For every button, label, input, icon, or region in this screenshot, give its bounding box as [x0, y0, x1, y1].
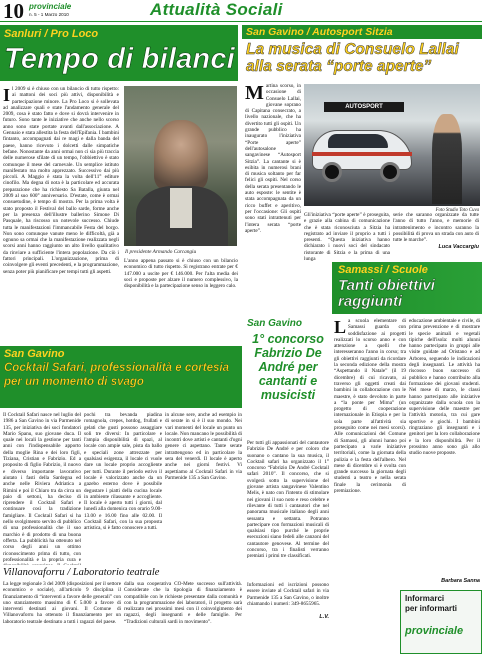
article5-dropcap: L: [334, 318, 347, 337]
article1-dropcap: I: [3, 86, 11, 105]
article2-kicker-band: [242, 25, 482, 39]
masthead-logo: provinciale: [29, 2, 72, 11]
promo-ad-line1: Informarci: [405, 594, 445, 603]
article4-kicker: San Gavino: [247, 318, 303, 329]
showroom-sign: AUTOSPORT: [324, 102, 404, 112]
article2-kicker: San Gavino / Autosport Sitzia: [246, 26, 393, 38]
article2-body-col3: serie che saranno organizzate da tutte l'anno di tutto l'anno, e memorie di intrattenimento e incontro saranno la possibilità di prova un strada con auto di tutte le marche”.: [393, 212, 479, 242]
page-number: 10: [3, 0, 24, 23]
promo-ad[interactable]: [400, 590, 482, 654]
article4-title: 1° concorso Fabrizio De André per cantanti e musicisti: [252, 332, 324, 402]
article1-photo-caption: Il presidente Armando Carcangiu: [125, 249, 197, 255]
promo-ad-brand: provinciale: [405, 625, 464, 637]
article6-body-col2: dalla sua cooperativa CO-Mete successo sull'attività. Considerate che la tipologia di finanziamento è compatibile con le richieste presentate dalla comunità e con la programmazione dei laboratori, il progetto sarà realizzato nei prossimi mesi con il coinvolgimento dei ragazzi, degli insegnanti e delle famiglie. Per “Tradizioni culturali sardi in movimento”.: [124, 581, 242, 625]
portrait-figure: [154, 120, 208, 190]
article2-signature: Luca Vaccargiu: [438, 244, 479, 250]
article1-body-col2: L'anno appena passato si è chiuso con un bilancio economico di tutto rispetto. Si registrano entrate per € 147.000 a uscite per € 146.000. Per l'alta media dei soci e proposte per alzare il numero complessivo, la disponibilità e la partecipazione senso in leggero calo.: [124, 258, 238, 290]
article5-title: Tanti obiettivi raggiunti: [338, 277, 435, 310]
article5-body-col2: educazione ambientale e civile, di prima prevenzione e di mostrare le specie animali e vegetali tipiche dell'isola: molti alunni hanno partecipato in gruppi alle visite guidate ad Oristano e ad Arborea, seguendo le indicazioni degli insegnanti. Le attività ha riscosso buon successo di pubblico e hanno contribuito alla formazione dei giovani studenti. Nel mese di marzo, le classi hanno partecipato alle iniziative organizzate dalla scuola con la supervisione delle maestre per l'attività motoria, tra cui gare sportive e giochi. I bambini ringraziano gli insegnanti e i genitori per la loro collaborazione e la loro disponibilità. Per il prossimo anno sono già allo studio nuove proposte.: [409, 318, 480, 457]
page-header: [0, 0, 482, 22]
article1-kicker: Sanluri / Pro Loco: [4, 28, 99, 40]
portrait-shirt: [170, 188, 192, 228]
article2-body-col2: Gli'iniziativa “porte aperte” è proseguita, e grazie alla cabina di comunicazione che è stata riconosciuta a Sitzia ha registrato ad inviare il proprio a tutti i presenti. “Questa iniziativa hanno dichiarato i nuovi soci del sindacato ristorante di Sitzia e la prima di una lunga: [304, 212, 390, 263]
section-title: Attualità Sociali: [150, 0, 283, 19]
person-in-photo: [432, 114, 462, 204]
issue-line: n. 5 - 1 Marzo 2010: [29, 12, 69, 17]
car-window: [328, 134, 388, 148]
article3-title: Cocktail Safari, professionalità e cortesia per un momento di svago: [4, 362, 229, 388]
article3-kicker: San Gavino: [4, 348, 65, 360]
article6-title: Villanovaforru / Laboratorio teatrale: [3, 567, 160, 578]
article2-body-col1: Martina scorso, in occasione di Consuelo Lallai, giovane soprano di Capitana consecrato, a livello nazionale, che ha divertito tutti gli ospiti. Un grande pubblico ha inaugurato l'iniziativa “Porte aperte” dell'autosalone sangavinese “Autosport Sitzia”. La cantante si è esibita in numerosi brani di musica soltanto per far felici gli ospiti. Nel corso della serata presentando le auto esposte: le sentite è stata accompagnata da un ricco buffet e aperitivo, per l'occasione: Gli ospiti sono stati intrattenuti per l'intera serata “porte aperte”.: [245, 83, 301, 234]
article3-body-col3: in alcune sere, anche ad esempio in di serate in si è il suo mondo. Nei vari momenti del locale un punto un locale. Non mancano le possibilità di incontri dove artisti e cantanti d'ogni genere ci aspettano. Tante serate intrattengono ed in particolare la sera del venerdì. Il locale è aperto anche nei giorni festivi. Vi aspettiamo al Cocktail Safari in via Parmenide 135 a San Gavino.: [165, 412, 242, 481]
article5-kicker: Samassi / Scuole: [338, 264, 428, 276]
article2-photo-caption: Foto Studio Toto Cuva: [435, 208, 479, 213]
article1-title: Tempo di bilanci: [4, 43, 235, 75]
article3-body-col2: pochi tra bevanda piadina romagnola, crepes, hotdog, frullati e gelati che gusti possono assaggiare soli tre diversi: In particolare e l'ampia disponibilità di spazi, al locale con ampie sale, pista da ballo e speciali zone attrezzate per qualsiasi esigenza, il locale ci vuole dare un locale proprio accogliente per tutti. Durante il periodo estivo il locale è valorizzato anche da un gazebo esterno dove è possibile degustare i piatti della cucina locale in ambiente rilassante e accogliente. Il locale è aperto tutti i giorni, dal lunedì alla domenica con orario 9.00-13.00 e 16.00 fino alle 02.00. Il Cocktail Safari, con la sua proposta artistica, si è fatto conoscere a tutti.: [84, 412, 162, 532]
article1-headline-band: [0, 25, 238, 81]
article5-headline-band: [332, 262, 482, 314]
article1-photo: [124, 86, 237, 246]
article4-body-col1: Per tutti gli appassionati del cantautore Fabrizio De André e per coloro che suonano o cantano la sua musica, il Cocktail safari ha organizzato il 1° concorso “Fabrizio De André Cocktail safari 2010”. Il concorso, che si svolgerà sotto la supervisione del giovane artista sangavinese Valentino Melis, è nato con l'intento di stimolare nei giovani il suo noto e reso celebre e rilevante di tutti i cantautori che nel panorama musicale italiano degli anni sessanta e settanta. Potranno partecipare con formazioni musicali di qualsiasi tipo purché le proprie esecuzioni siano fedeli alle canzoni del cantautore genovese. Al termine del concorso, tra i finalisti verranno premiati i primi tre classificati.: [247, 440, 329, 560]
article5-signature: Barbara Sanna: [441, 578, 480, 584]
article3-headline-band: [0, 346, 242, 408]
article1-body-col1: Il 2009 si è chiuso con un bilancio di tutto rispetto: ai mattoni dei soci più attivi, disponibilità e partecipazione minore. La Pro Loco si è sollevata ad analizzare quali e state l'andamento generale del 2009, cosa è stato fatto e dove si dovrà intervenire in futuro. Sono tante le iniziative che anche nello scorso anno sono state portate avanti dall'associazione. A Gennaio e stata allestita la festa dell'Epifania. I bambini fintanto, accompagnati dai re magi e dalla banda del paese, hanno ricevuto i dolcetti dalle simpatiche befane. Nonostante da anni ormai non ci sia più traccia delle numerose sfilate di un tempo, l'obbiettivo è stato comunque il mese del carnevale. Un semplice istituto manifestato ma molto apprezzato. Successivo dai più piccoli. A Maggio è stata la volta dell'11° editure cinofilo. Ma degna di nota è la particolare ed accurata preparazione che ha richiesto Sa Batalla, giunta nel 2009 al suo 600° anniversario. D'estate, come è ormai consuetudine, è tempo di mostra. Per la prima volta è stato proposto il Festival del ballo sarde, forme anche per la presenza dell'illustre ballerino Simone Di Pasquale, ha riscosso un notevole successo. Chiude tutta le manifestazioni l'immancabile Festa del borgo. Non sono comunque vanute meno le difficoltà, già a ognuno sa ormai che la manifestazione realizzata negli scorsi anni hanno raggiunto un alto livello qualitativo da rinviare a sufficiente l'intera popolazione. Da ciò i fattori principali. L'organizzazione, prima di coinvolgere gli eventi precedenti, e la programmazione, senza poter più pianificare per tempi tutti gli aspetti.: [3, 86, 119, 275]
article4-body-col2: Informazioni ed iscrizioni possono essere inviate al Cocktail safari in via Parmenide 135 a San Gavino, o inoltre chiamando i numeri: 349-8655965.: [247, 582, 329, 607]
article4-box: [245, 318, 330, 626]
article2-dropcap: M: [245, 83, 264, 104]
article2-photo: [304, 84, 480, 206]
article6-body-col1: La legge regionale 3 del 2009 (disposizioni per il settore economico e sociale), all'articolo 9 disciplina il finanziamento di “interventi a favore delle generali” con uno stanziamento massimo di € 5.000 a favore di interventi destinati ai giovani. Il Comune di Villanovaforru ha ottenuto il finanziamento per un laboratorio teatrale destinato a tutti i ragazzi del paese.: [3, 581, 121, 625]
article2-title: La musica di Consuelo Lallai alla serata “porte aperte”: [246, 41, 459, 75]
car-wheel-right: [380, 162, 400, 182]
article5-body-col1: La scuola elementare di Samassi guarda con soddisfazione ai progetti realizzati lo scorso anno e con attenzione a quelli che interesseranno l'anno in corso; tra gli obiettivi raggiunti da ricordare la seconda edizione della mostra “Aspettando il Natale” (il 19 dicembre) di cui ricavato, ai traverso gli oggetti creati dai bambini in collaborazione con le maestre, è stato devoluto in parte a “la ponte per Mima” (un progetto di cooperazione internazionale in Etiopia e per la sola parte all'attività sia proseguito come nei mesi scorsi). Alle comunicazioni del Comune di Samassi, gli alunni hanno poi partecipato a varie iniziative territoriali, come la giornata della pulizia e la festa dell'albero. Nel mese di dicembre si è svolta con grande successo la giornata degli studenti a teatro e nella serata finale la cerimonia di premiazione.: [334, 318, 406, 495]
promo-ad-line2: per informarti: [405, 604, 458, 613]
article3-body-col1: Il Cocktail Safari nasce nel luglio del 1986 a San Gavino in via Parmenide 135, per iniziativa dei soci fondatori Mario Spanu, suo giovane duca. Il quale nei locali la gestione per tanti anni con l'indispensabile apporto della moglie Rina e dei loro figli, Tiziana, Cristian e Fabrizio. Ed a proposito di figlio Fabrizio, il nuovo e diverso importante lavorativo aiutato i fasti della Sardegna ed anche nelle Riviera Adriatica a Rimini e poi il Chiaro tra da circa un paio di settoni, ha deciso di riprendere il Cocktail Safari e continuare così la tradizione famigliare. Il Cocktail Safari si ha nello svolgimento servito di pubblico di una professionalità che il suo marchio è di prodotto di una buona offerta. La pubblicità ha ottenuto nel corso degli anni un ottimo riconoscimento prima di tutto, con professionalità e la propria cura e: [3, 412, 81, 563]
car-wheel-left: [322, 162, 342, 182]
car-stripe: [312, 152, 412, 156]
article4-signature: L.V.: [319, 614, 329, 620]
